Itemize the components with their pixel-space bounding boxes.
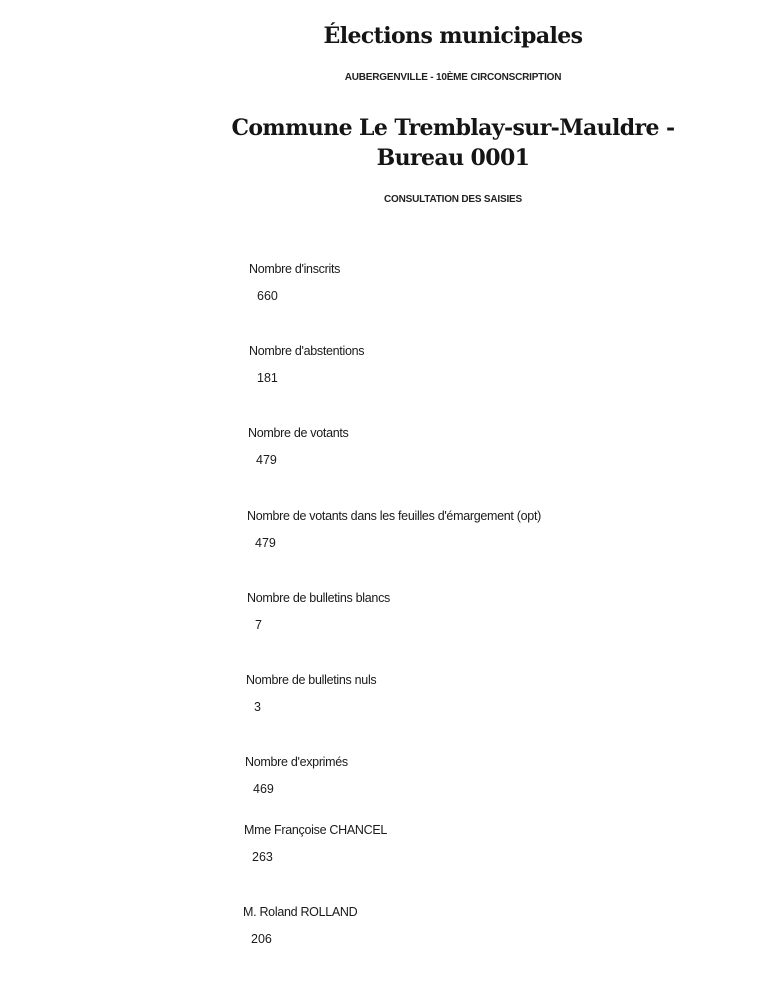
commune-title — [0, 113, 775, 173]
field-value: 263 — [252, 850, 273, 864]
field-inscrits — [249, 261, 340, 304]
field-abstentions — [249, 343, 364, 386]
field-label: Nombre d'inscrits — [249, 262, 341, 276]
field-label: Nombre d'abstentions — [249, 344, 365, 358]
field-exprimes — [245, 754, 348, 797]
field-votants-emargement — [247, 508, 541, 551]
section-label: CONSULTATION DES SAISIES — [384, 194, 522, 205]
field-label: Nombre de votants dans les feuilles d'émargement (opt) — [247, 509, 541, 523]
field-value: 7 — [255, 618, 262, 632]
field-value: 479 — [255, 536, 276, 550]
field-value: 479 — [256, 453, 277, 467]
field-votants — [248, 425, 349, 468]
field-value: 206 — [251, 932, 272, 946]
page-title: Élections municipales — [323, 23, 583, 49]
circonscription-subtitle: AUBERGENVILLE - 10ÈME CIRCONSCRIPTION — [344, 72, 562, 83]
field-value: 3 — [254, 700, 261, 714]
field-label: M. Roland ROLLAND — [243, 905, 358, 919]
field-label: Nombre de votants — [248, 426, 349, 440]
field-candidate-chancel — [244, 822, 387, 865]
field-value: 469 — [253, 782, 274, 796]
field-value: 660 — [257, 289, 278, 303]
field-label: Nombre de bulletins blancs — [247, 591, 390, 605]
field-label: Nombre de bulletins nuls — [246, 673, 377, 687]
field-bulletins-blancs — [247, 590, 390, 633]
field-label: Mme Françoise CHANCEL — [244, 823, 388, 837]
field-value: 181 — [257, 371, 278, 385]
commune-title-line-2: Bureau 0001 — [376, 145, 530, 171]
field-candidate-rolland — [243, 904, 357, 947]
field-bulletins-nuls — [246, 672, 376, 715]
commune-title-line-1: Commune Le Tremblay-sur-Mauldre - — [231, 115, 675, 141]
field-label: Nombre d'exprimés — [245, 755, 348, 769]
